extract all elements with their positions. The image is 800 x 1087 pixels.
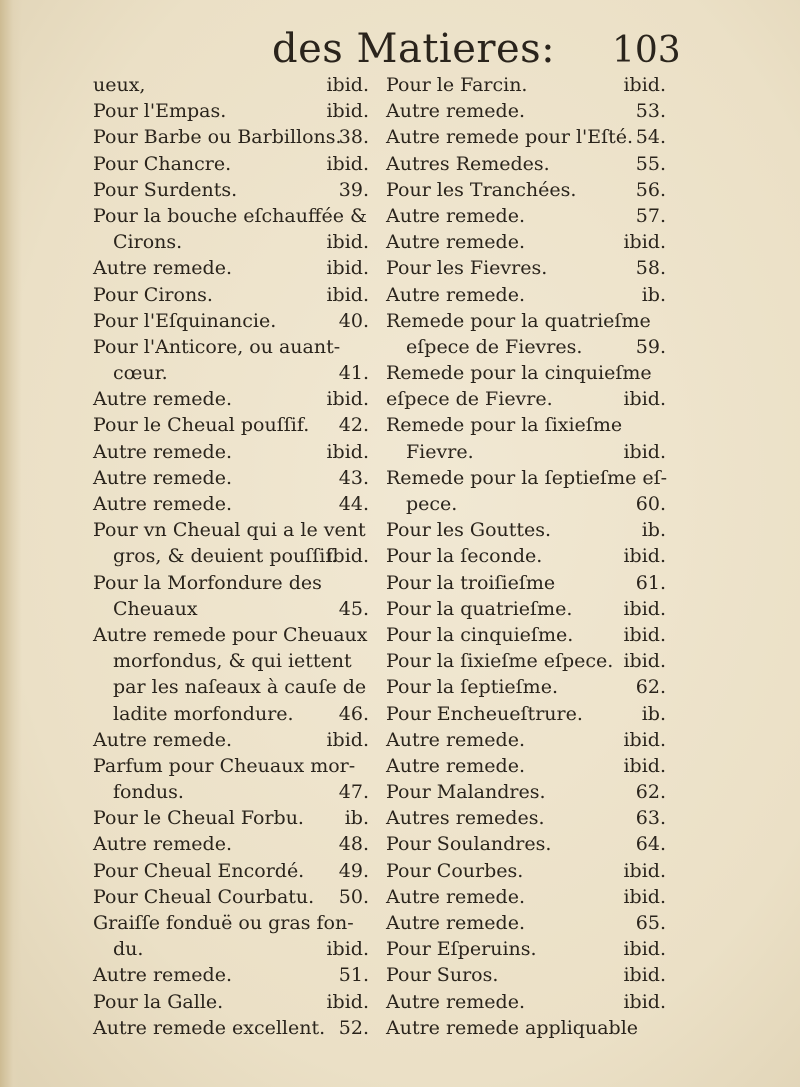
entry-text: Pour l'Empas. [93, 100, 227, 123]
entry-text: Pour les Gouttes. [386, 519, 552, 542]
entry-text: Pour le Cheual pouſſif. [93, 414, 310, 437]
index-entry [386, 282, 666, 308]
entry-page-ref: 54. [635, 126, 666, 149]
entry-page-ref: 57. [635, 204, 666, 227]
entry-text: Graiſſe fonduë ou gras fon- [93, 912, 354, 934]
entry-text: Pour vn Cheual qui a le vent [93, 519, 366, 542]
entry-text: Autre remede. [386, 283, 525, 306]
entry-page-ref: ibid. [326, 283, 369, 306]
entry-text: Autre remede. [386, 204, 525, 227]
index-entry [93, 439, 369, 465]
entry-text: Pour la ſeconde. [386, 545, 543, 568]
index-entry [93, 570, 369, 596]
index-entry [93, 910, 369, 936]
index-entry [386, 465, 666, 491]
entry-page-ref: ibid. [326, 74, 369, 96]
index-entry [386, 255, 666, 281]
entry-page-ref: ibid. [326, 545, 369, 568]
index-entry [386, 308, 666, 334]
entry-text: Pour Suros. [386, 964, 499, 987]
index-entry [93, 989, 369, 1015]
entry-page-ref: 60. [635, 493, 666, 515]
entry-page-ref: 47. [338, 781, 369, 804]
entry-text: Autres Remedes. [386, 152, 550, 175]
entry-text: Pour Barbe ou Barbillons. [93, 126, 342, 149]
entry-text: Autre remede. [93, 257, 232, 280]
index-entry [386, 570, 666, 596]
entry-page-ref: ibid. [623, 990, 666, 1013]
entry-text: Fievre. [406, 440, 474, 463]
entry-page-ref: 43. [338, 466, 369, 489]
entry-page-ref: 52. [338, 1016, 369, 1039]
entry-text: eſpece de Fievre. [386, 388, 553, 411]
entry-text: morfondus, & qui iettent [113, 650, 352, 673]
entry-text: Pour Courbes. [386, 859, 524, 882]
entry-page-ref: ibid. [623, 885, 666, 908]
entry-text: Cheuaux [113, 597, 198, 620]
entry-text: Pour la quatrieſme. [386, 597, 573, 620]
entry-page-ref: ibid. [326, 100, 369, 123]
entry-text: Pour Soulandres. [386, 833, 552, 856]
entry-page-ref: ibid. [326, 440, 369, 463]
entry-page-ref: 41. [338, 362, 369, 385]
index-entry [93, 491, 369, 517]
index-entry [93, 648, 369, 674]
entry-text: Pour la ſeptieſme. [386, 676, 558, 699]
entry-page-ref: 56. [635, 178, 666, 201]
entry-text: Pour Chancre. [93, 152, 232, 175]
entry-page-ref: ib. [641, 519, 666, 542]
index-entry [386, 177, 666, 203]
index-column-left [93, 72, 369, 1041]
index-entry [93, 805, 369, 831]
entry-text: ladite morfondure. [113, 702, 294, 725]
index-entry [386, 412, 666, 438]
index-entry [93, 936, 369, 962]
entry-page-ref: 38. [338, 126, 369, 149]
entry-text: Pour Cheual Courbatu. [93, 885, 315, 908]
index-entry [386, 98, 666, 124]
entry-text: Pour Encheueſtrure. [386, 702, 583, 725]
entry-page-ref: ibid. [326, 388, 369, 411]
entry-text: Pour le Farcin. [386, 74, 528, 96]
entry-text: Pour la Galle. [93, 990, 224, 1013]
entry-page-ref: ibid. [623, 74, 666, 96]
index-entry [386, 1015, 666, 1041]
entry-page-ref: ibid. [326, 938, 369, 961]
entry-page-ref: 46. [338, 702, 369, 725]
index-entry [386, 360, 666, 386]
entry-page-ref: 45. [338, 597, 369, 620]
entry-text: Pour Surdents. [93, 178, 238, 201]
index-entry [386, 517, 666, 543]
index-entry [386, 72, 666, 98]
index-entry [386, 674, 666, 700]
entry-page-ref: ibid. [623, 231, 666, 254]
entry-text: Pour Cheual Encordé. [93, 859, 305, 882]
entry-text: Pour la Morfondure des [93, 571, 322, 594]
entry-page-ref: 53. [635, 100, 666, 123]
entry-text: Autre remede. [386, 754, 525, 777]
page-gutter-shadow [0, 0, 22, 1087]
entry-page-ref: 65. [635, 912, 666, 934]
entry-text: pece. [406, 493, 458, 515]
entry-text: Pour les Fievres. [386, 257, 548, 280]
entry-text: Autre remede appliquable [386, 1016, 639, 1039]
index-entry [93, 753, 369, 779]
index-entry [386, 622, 666, 648]
entry-page-ref: 50. [338, 885, 369, 908]
entry-page-ref: 55. [635, 152, 666, 175]
index-entry [93, 779, 369, 805]
entry-page-ref: ibid. [623, 728, 666, 751]
entry-text: du. [113, 938, 144, 961]
entry-page-ref: ibid. [623, 597, 666, 620]
index-entry [93, 727, 369, 753]
index-entry [386, 491, 666, 517]
entry-page-ref: ibid. [623, 650, 666, 673]
entry-page-ref: ibid. [326, 152, 369, 175]
index-entry [93, 334, 369, 360]
index-entry [386, 439, 666, 465]
index-entry [93, 831, 369, 857]
index-entry [386, 648, 666, 674]
index-entry [386, 543, 666, 569]
entry-text: Pour Cirons. [93, 283, 213, 306]
index-entry [386, 989, 666, 1015]
entry-text: Autre remede. [93, 440, 232, 463]
entry-text: Autre remede excellent. [93, 1016, 326, 1039]
index-entry [93, 962, 369, 988]
index-entry [93, 884, 369, 910]
entry-page-ref: ibid. [623, 545, 666, 568]
entry-page-ref: 44. [338, 493, 369, 515]
entry-page-ref: ibid. [623, 440, 666, 463]
entry-page-ref: ib. [641, 702, 666, 725]
entry-text: Pour le Cheual Forbu. [93, 807, 304, 830]
index-entry [386, 779, 666, 805]
entry-page-ref: 51. [338, 964, 369, 987]
index-entry [93, 282, 369, 308]
entry-text: gros, & deuient pouſſif. [113, 545, 338, 568]
index-entry [386, 229, 666, 255]
index-entry [386, 831, 666, 857]
entry-text: Autre remede. [93, 493, 232, 515]
entry-text: Remede pour la quatrieſme [386, 309, 651, 332]
index-entry [93, 674, 369, 700]
entry-page-ref: 64. [635, 833, 666, 856]
index-entry [93, 360, 369, 386]
index-entry [386, 962, 666, 988]
index-entry [386, 884, 666, 910]
index-entry [386, 596, 666, 622]
entry-page-ref: ibid. [623, 623, 666, 646]
entry-text: Autre remede. [386, 912, 525, 934]
entry-page-ref: ibid. [623, 938, 666, 961]
entry-text: Autre remede. [93, 833, 232, 856]
entry-page-ref: 40. [338, 309, 369, 332]
index-entry [386, 124, 666, 150]
entry-page-ref: ib. [641, 283, 666, 306]
index-entry [93, 1015, 369, 1041]
entry-text: Pour l'Eſquinancie. [93, 309, 277, 332]
index-entry [386, 151, 666, 177]
entry-text: fondus. [113, 781, 184, 804]
entry-text: Pour la ſixieſme eſpece. [386, 650, 614, 673]
entry-text: Pour la cinquieſme. [386, 623, 574, 646]
entry-text: Autre remede. [93, 964, 232, 987]
entry-text: Autre remede. [386, 885, 525, 908]
index-entry [386, 753, 666, 779]
index-entry [93, 308, 369, 334]
entry-page-ref: ibid. [326, 257, 369, 280]
entry-text: Autre remede. [386, 231, 525, 254]
entry-page-ref: 63. [635, 807, 666, 830]
entry-text: Cirons. [113, 231, 183, 254]
page-number: 103 [612, 30, 681, 71]
index-entry [93, 151, 369, 177]
index-entry [386, 910, 666, 936]
entry-text: Remede pour la cinquieſme [386, 362, 652, 385]
index-entry [93, 517, 369, 543]
entry-page-ref: ibid. [623, 964, 666, 987]
index-entry [93, 412, 369, 438]
index-entry [93, 543, 369, 569]
entry-text: Autre remede. [93, 388, 232, 411]
entry-page-ref: 48. [338, 833, 369, 856]
index-entry [93, 701, 369, 727]
entry-text: eſpece de Fievres. [406, 335, 583, 358]
entry-page-ref: 58. [635, 257, 666, 280]
index-entry [93, 98, 369, 124]
index-entry [93, 465, 369, 491]
entry-page-ref: ibid. [623, 859, 666, 882]
entry-page-ref: ib. [344, 807, 369, 830]
index-entry [93, 386, 369, 412]
entry-text: Pour l'Anticore, ou auant- [93, 335, 341, 358]
entry-text: ueux, [93, 74, 146, 96]
entry-page-ref: ibid. [326, 990, 369, 1013]
entry-page-ref: ibid. [326, 231, 369, 254]
index-entry [93, 229, 369, 255]
index-column-right [386, 72, 666, 1041]
index-entry [93, 255, 369, 281]
entry-page-ref: ibid. [623, 388, 666, 411]
entry-page-ref: ibid. [326, 728, 369, 751]
entry-text: Remede pour la ſeptieſme eſ- [386, 466, 668, 489]
entry-text: Pour les Tranchées. [386, 178, 577, 201]
entry-text: Autre remede. [386, 100, 525, 123]
index-entry [93, 72, 369, 98]
page-header [0, 18, 800, 78]
index-entry [386, 805, 666, 831]
index-entry [93, 124, 369, 150]
entry-text: Parfum pour Cheuaux mor- [93, 754, 356, 777]
entry-text: cœur. [113, 362, 168, 385]
entry-text: Autre remede. [386, 990, 525, 1013]
entry-page-ref: 61. [635, 571, 666, 594]
entry-text: Autre remede. [386, 728, 525, 751]
entry-text: Remede pour la ſixieſme [386, 414, 623, 437]
index-entry [386, 936, 666, 962]
entry-text: Pour Eſperuins. [386, 938, 537, 961]
index-entry [93, 596, 369, 622]
entry-text: Autres remedes. [386, 807, 545, 830]
index-entry [386, 701, 666, 727]
entry-page-ref: 42. [338, 414, 369, 437]
entry-page-ref: 59. [635, 335, 666, 358]
entry-text: Pour Malandres. [386, 781, 546, 804]
index-entry [386, 386, 666, 412]
index-entry [93, 177, 369, 203]
entry-text: Autre remede pour Cheuaux [93, 623, 368, 646]
index-entry [386, 334, 666, 360]
index-entry [93, 203, 369, 229]
index-entry [93, 622, 369, 648]
running-title: des Matieres: [272, 26, 556, 72]
entry-page-ref: ibid. [623, 754, 666, 777]
entry-text: Autre remede. [93, 466, 232, 489]
entry-text: par les naſeaux à cauſe de [113, 676, 367, 699]
entry-text: Autre remede. [93, 728, 232, 751]
index-entry [93, 858, 369, 884]
entry-page-ref: 62. [635, 781, 666, 804]
index-entry [386, 858, 666, 884]
index-entry [386, 727, 666, 753]
entry-text: Pour la troiſieſme [386, 571, 556, 594]
entry-text: Autre remede pour l'Eſté. [386, 126, 634, 149]
index-entry [386, 203, 666, 229]
entry-page-ref: 62. [635, 676, 666, 699]
entry-page-ref: 49. [338, 859, 369, 882]
entry-text: Pour la bouche eſchauffée & [93, 204, 367, 227]
entry-page-ref: 39. [338, 178, 369, 201]
